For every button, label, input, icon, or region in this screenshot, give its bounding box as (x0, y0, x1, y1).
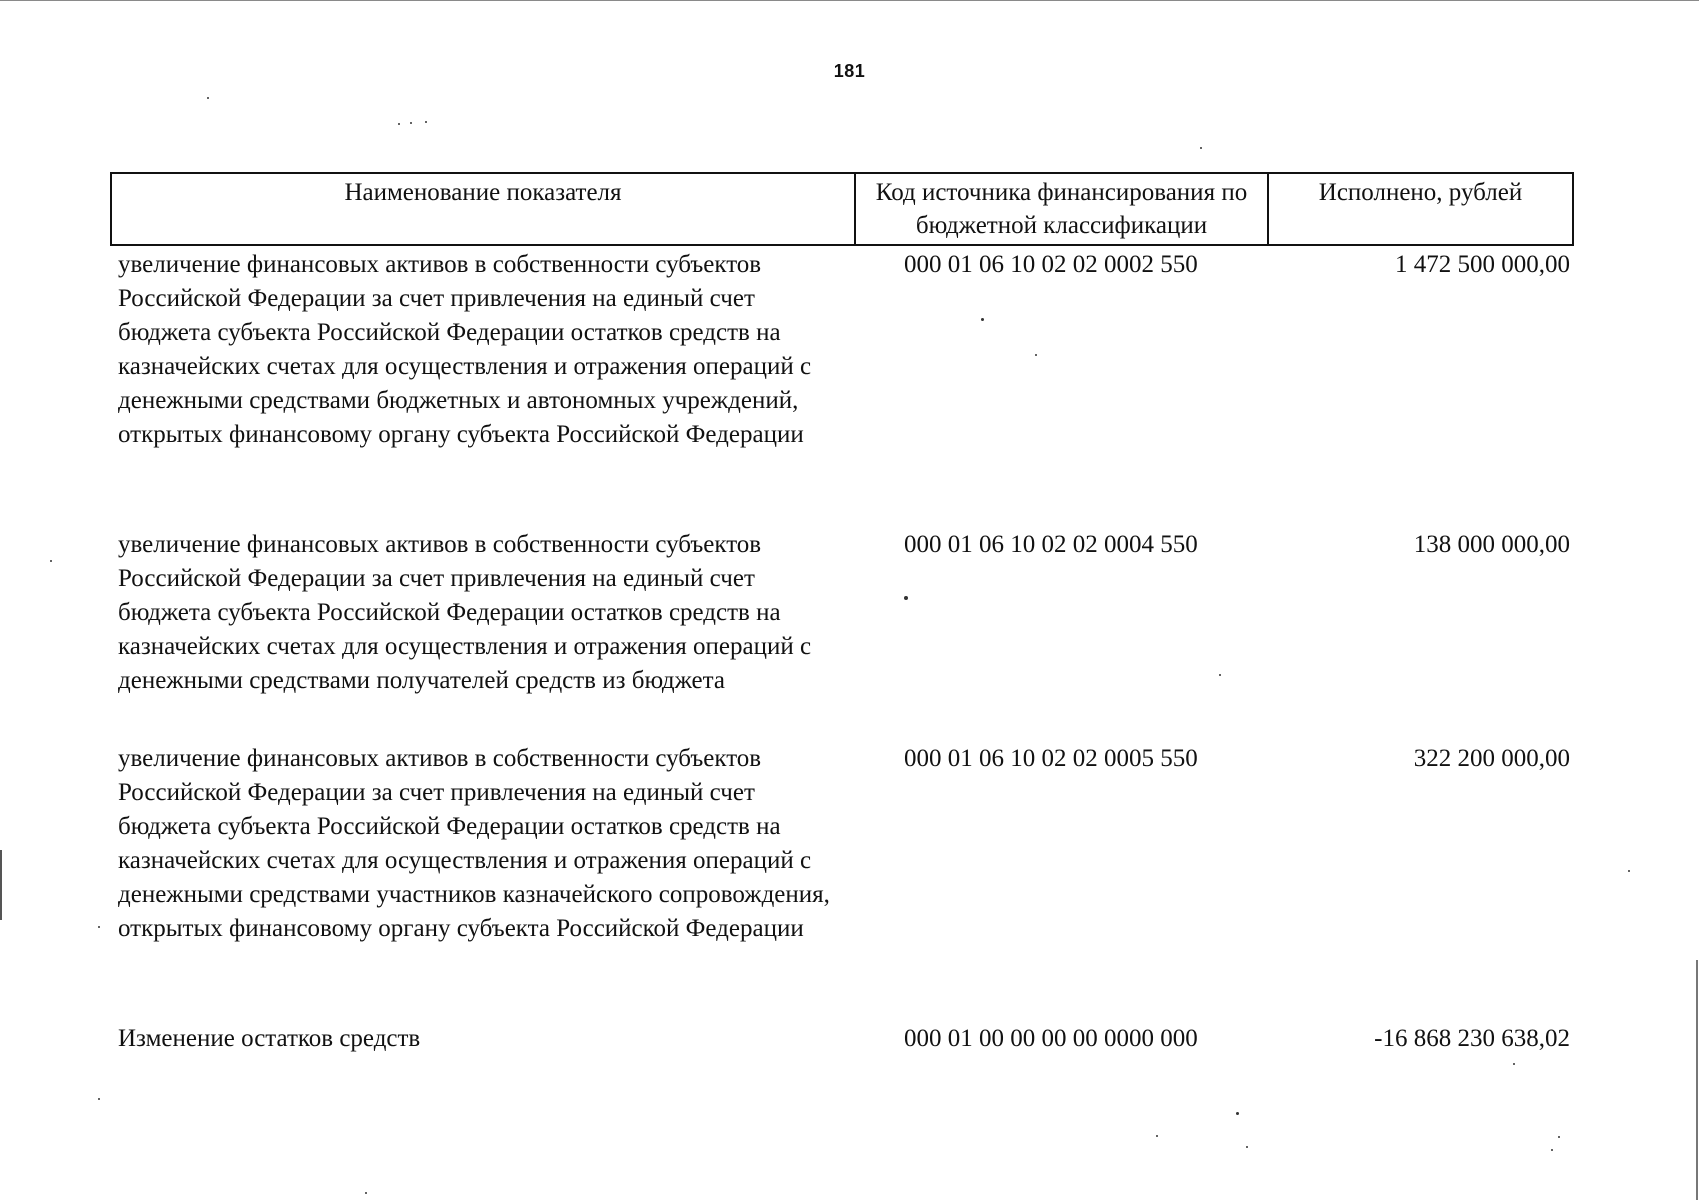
scan-speck (207, 97, 209, 99)
scan-speck (425, 121, 427, 123)
header-amount: Исполнено, рублей (1318, 179, 1523, 206)
scan-speck (1156, 1135, 1158, 1137)
scan-speck (365, 1192, 367, 1194)
row-name: увеличение финансовых активов в собственности субъектов Российской Федерации за счет привлечения на единый счет бюджета субъекта Российской Федерации остатков средств на казначейских счетах для осуществления и отражения операций с денежными средствами бюджетных и автономных учреждений, открытых финансовому органу субъекта Российской Федерации (118, 251, 812, 448)
row-code: 000 01 06 10 02 02 0002 550 (904, 251, 1198, 278)
scan-speck (50, 560, 52, 562)
row-name: увеличение финансовых активов в собственности субъектов Российской Федерации за счет привлечения на единый счет бюджета субъекта Российской Федерации остатков средств на казначейских счетах для осуществления и отражения операций с денежными средствами участников казначейского сопровождения, открытых финансовому органу субъекта Российской Федерации (118, 745, 830, 942)
page-top-edge (0, 0, 1699, 1)
table-row (110, 248, 1574, 452)
scan-speck (1246, 1146, 1248, 1148)
scan-speck (398, 123, 400, 125)
header-code: Код источника финансирования по бюджетной классификации (856, 174, 1269, 244)
table-row (110, 1022, 1574, 1056)
scan-speck (1551, 1149, 1553, 1151)
table-header (110, 172, 1574, 246)
page-number: 181 (833, 61, 866, 81)
scan-speck (1513, 1063, 1515, 1065)
row-amount: -16 868 230 638,02 (1374, 1025, 1570, 1052)
row-code: 000 01 06 10 02 02 0004 550 (904, 531, 1198, 558)
row-amount: 138 000 000,00 (1413, 531, 1570, 558)
scan-margin-line (1696, 960, 1698, 1200)
row-amount: 322 200 000,00 (1413, 745, 1570, 772)
row-code: 000 01 06 10 02 02 0005 550 (904, 745, 1198, 772)
row-name: увеличение финансовых активов в собственности субъектов Российской Федерации за счет привлечения на единый счет бюджета субъекта Российской Федерации остатков средств на казначейских счетах для осуществления и отражения операций с денежными средствами получателей средств из бюджета (118, 531, 812, 694)
scan-speck (98, 926, 100, 928)
header-name: Наименование показателя (112, 174, 856, 244)
scan-speck (1236, 1112, 1239, 1115)
scan-speck (1628, 870, 1630, 872)
row-amount: 1 472 500 000,00 (1395, 251, 1570, 278)
scan-speck (1200, 147, 1202, 149)
scan-speck (1558, 1136, 1560, 1138)
scan-speck (98, 1098, 100, 1100)
row-name: Изменение остатков средств (118, 1025, 421, 1052)
scan-margin-line (0, 850, 2, 920)
row-code: 000 01 00 00 00 00 0000 000 (904, 1025, 1198, 1052)
table-row (110, 742, 1574, 946)
scan-speck (410, 122, 412, 124)
table-row (110, 528, 1574, 698)
